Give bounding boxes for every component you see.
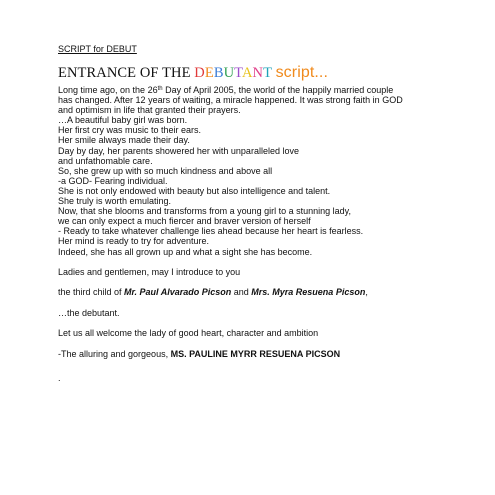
introduction-line: Ladies and gentlemen, may I introduce to you bbox=[58, 266, 241, 277]
narration-line: She is not only endowed with beauty but also intelligence and talent. bbox=[58, 185, 331, 196]
document-body bbox=[58, 44, 478, 383]
narration-line: has changed. After 12 years of waiting, a miracle happened. It was strong faith in GOD bbox=[58, 95, 403, 106]
parents-conjunction: and bbox=[231, 287, 252, 298]
title-letter: T bbox=[263, 65, 272, 81]
title-debutant bbox=[194, 65, 272, 81]
debutant-line: …the debutant. bbox=[58, 307, 120, 318]
title-letter: E bbox=[204, 65, 214, 81]
ordinal-suffix: th bbox=[157, 86, 163, 92]
title-letter: U bbox=[223, 65, 235, 81]
narration-line: Day by day, her parents showered her with unparalleled love bbox=[58, 145, 299, 156]
introduction-section bbox=[58, 267, 478, 360]
narration-line: So, she grew up with so much kindness and above all bbox=[58, 165, 273, 176]
title-prefix: ENTRANCE OF THE bbox=[58, 65, 195, 81]
narration-paragraph bbox=[58, 85, 478, 257]
narration-line: we can only expect a much fiercer and braver version of herself bbox=[58, 216, 311, 227]
narration-line: and unfathomable care. bbox=[58, 155, 153, 166]
narration-line: …A beautiful baby girl was born. bbox=[58, 115, 188, 126]
title-ellipsis: ... bbox=[314, 64, 329, 81]
parents-line bbox=[58, 287, 478, 298]
welcome-line: Let us all welcome the lady of good heart, character and ambition bbox=[58, 328, 319, 339]
narration-line bbox=[58, 85, 478, 95]
title-letter: B bbox=[213, 65, 224, 81]
document-title bbox=[58, 64, 478, 82]
narration-line-start: Long time ago, on the 26 bbox=[58, 85, 158, 95]
title-letter: T bbox=[234, 65, 242, 81]
parents-line-end: , bbox=[365, 287, 368, 298]
mother-name: Mrs. Myra Resuena Picson bbox=[251, 287, 366, 298]
narration-line: - Ready to take whatever challenge lies ahead because her heart is fearless. bbox=[58, 226, 364, 237]
narration-line: -a GOD- Fearing individual. bbox=[58, 175, 168, 186]
debutant-name-line bbox=[58, 349, 478, 360]
debutant-name-prefix: -The alluring and gorgeous, bbox=[58, 348, 171, 359]
narration-line: and optimism in life that granted their prayers. bbox=[58, 105, 241, 116]
narration-line: Indeed, she has all grown up and what a sight she has become. bbox=[58, 246, 313, 257]
narration-line: Her smile always made their day. bbox=[58, 135, 190, 146]
narration-line: Her mind is ready to try for adventure. bbox=[58, 236, 210, 247]
title-script-word: script bbox=[275, 64, 315, 81]
parents-line-start: the third child of bbox=[58, 287, 125, 298]
narration-line: She truly is worth emulating. bbox=[58, 196, 172, 207]
trailing-mark: . bbox=[58, 373, 61, 384]
father-name: Mr. Paul Alvarado Picson bbox=[124, 287, 232, 298]
title-letter: N bbox=[252, 65, 264, 81]
title-letter: A bbox=[241, 65, 253, 81]
narration-line-end: Day of April 2005, the world of the happily married couple bbox=[162, 85, 394, 95]
debutant-name: MS. PAULINE MYRR RESUENA PICSON bbox=[170, 348, 341, 359]
document-header: SCRIPT for DEBUT bbox=[58, 44, 137, 54]
title-letter: D bbox=[194, 65, 205, 81]
narration-line: Her first cry was music to their ears. bbox=[58, 125, 202, 136]
narration-line: Now, that she blooms and transforms from a young girl to a stunning lady, bbox=[58, 206, 351, 217]
